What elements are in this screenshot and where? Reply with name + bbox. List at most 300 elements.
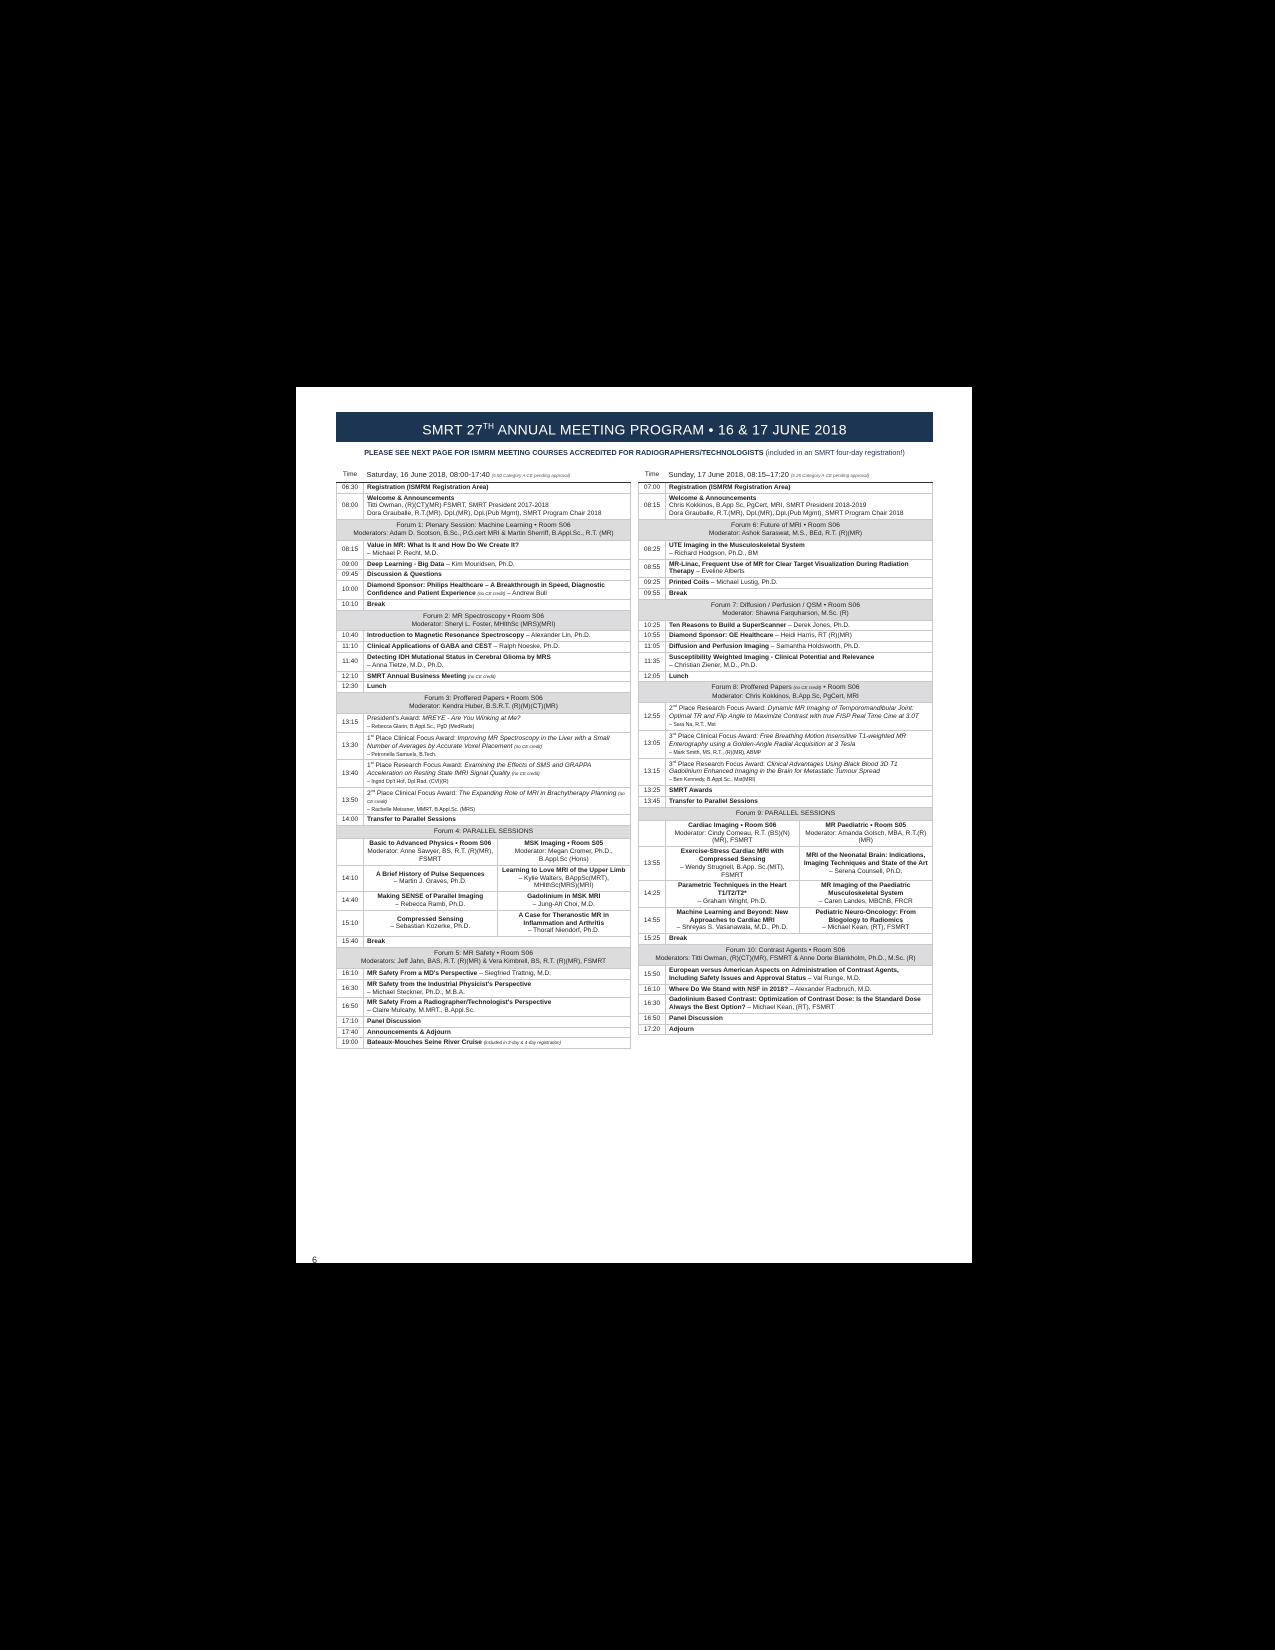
schedule-row <box>337 1016 631 1027</box>
time-cell: 14:10 <box>337 865 364 891</box>
session-cell <box>666 642 933 653</box>
schedule-row <box>337 968 631 979</box>
award-label: Place Research Focus Award: <box>373 762 465 770</box>
forum-cell <box>337 826 631 839</box>
schedule-row <box>639 559 933 578</box>
schedule-row <box>337 559 631 570</box>
time-cell: 13:05 <box>639 730 666 758</box>
session-cell <box>364 968 631 979</box>
time-cell: 11:40 <box>337 653 364 672</box>
award-sup: st <box>370 732 374 738</box>
session-title: Value in MR: What Is It and How Do We Create It? <box>367 541 519 549</box>
schedule-row <box>337 815 631 826</box>
forum-header <box>337 610 631 631</box>
parallel-title: Compressed Sensing <box>397 915 464 923</box>
parallel-session-a <box>364 865 498 891</box>
time-cell: 13:15 <box>639 758 666 786</box>
parallel-speaker: – Caren Landes, MBChB, FRCR <box>818 897 913 905</box>
credit-note: (no CE credit) <box>514 743 543 749</box>
credit-note: (included in 3-day & 4-day registration) <box>483 1040 561 1046</box>
time-cell: 13:15 <box>337 714 364 733</box>
session-title: European versus American Aspects on Administration of Contrast Agents, Including Safety Issues and Approval Status <box>669 966 899 982</box>
time-cell <box>639 820 666 846</box>
speaker: – Alexander Radbruch, M.D. <box>788 985 872 993</box>
time-cell: 09:45 <box>337 570 364 581</box>
day-cell <box>666 467 933 482</box>
paper-title: Improving MR Spectroscopy in the Liver with a Small Number of Averages by Accurate Voxel Placement <box>367 734 610 750</box>
forum-title-room: • Room S06 <box>821 684 860 692</box>
time-cell: 13:45 <box>639 796 666 807</box>
parallel-title: Learning to Love MRI of the Upper Limb <box>502 866 626 874</box>
schedule-row <box>337 937 631 948</box>
forum-header <box>337 519 631 540</box>
credit-note: (no CE credit) <box>511 771 540 777</box>
award-label: Place Clinical Focus Award: <box>676 733 760 741</box>
schedule-row <box>639 671 933 682</box>
schedule-row <box>639 540 933 559</box>
session-title: Registration (ISMRM Registration Area) <box>367 483 489 491</box>
session-cell <box>666 653 933 672</box>
speaker: – Ingrid Op't Hof, Dpl.Rad. (CVI)(R) <box>367 779 449 786</box>
forum-title: Forum 9: PARALLEL SESSIONS <box>735 809 836 817</box>
schedule-row <box>639 620 933 631</box>
forum-header <box>639 682 933 703</box>
speaker: – Val Runge, M.D. <box>806 974 861 982</box>
award-num: 1 <box>367 762 371 770</box>
accreditation-notice <box>336 448 933 457</box>
forum-header <box>639 519 933 540</box>
time-cell: 10:55 <box>639 631 666 642</box>
forum-cell <box>639 519 933 540</box>
welcome-line: Dora Grauballe, R.T.(MR), Dpl.(MR), Dpl.(Pub Mgmt), SMRT Program Chair 2018 <box>669 510 904 518</box>
speaker: – Andrew Bull <box>505 589 547 597</box>
session-title: Printed Coils <box>669 579 710 587</box>
speaker: – Samantha Holdsworth, Ph.D. <box>769 643 861 651</box>
time-cell: 09:00 <box>337 559 364 570</box>
schedule-row <box>337 787 631 815</box>
session-title: Gadolinium Based Contrast: Optimization of Contrast Dose: Is the Standard Dose Always the Best Option? <box>669 996 921 1012</box>
time-cell: 13:30 <box>337 732 364 760</box>
schedule-row <box>337 581 631 600</box>
session-cell <box>364 815 631 826</box>
time-cell: 12:10 <box>337 671 364 682</box>
header-title-pre: SMRT 27 <box>422 421 483 438</box>
award-num: 2 <box>367 790 371 798</box>
time-cell: 10:40 <box>337 631 364 642</box>
forum-moderator: Moderators: Titti Owman, (R)(CT)(MR), FSMRT & Anne Dorte Blankholm, Ph.D., M.Sc. (R) <box>655 955 916 963</box>
header-title-sup: TH <box>482 422 495 431</box>
schedule-row <box>337 482 631 493</box>
time-cell: 13:25 <box>639 786 666 797</box>
schedule-row <box>337 1038 631 1049</box>
time-cell: 16:30 <box>639 995 666 1014</box>
parallel-speaker: – Sebastian Kozerke, Ph.D. <box>390 923 471 931</box>
schedule-row <box>639 984 933 995</box>
time-header: Time <box>337 467 364 482</box>
speaker: – Petronella Samuels, B.Tech. <box>367 751 437 758</box>
session-cell <box>666 758 933 786</box>
paper-title: Examining the Effects of SMS and GRAPPA Acceleration on Resting State fMRI Signal Quality <box>367 762 592 778</box>
parallel-session-b <box>497 839 631 865</box>
award-num: 3 <box>669 733 673 741</box>
session-cell <box>666 965 933 984</box>
speaker: – Michael Lustig, Ph.D. <box>709 579 778 587</box>
forum-cell <box>337 610 631 631</box>
time-cell: 13:50 <box>337 787 364 815</box>
session-cell <box>364 482 631 493</box>
speaker: – Kim Mouridsen, Ph.D. <box>444 560 515 568</box>
session-cell <box>666 934 933 945</box>
day-title: Sunday, 17 June 2018, 08:15–17:20 <box>668 470 789 479</box>
award-sup: rd <box>672 758 677 764</box>
speaker: – Eveline Alberts <box>694 568 745 576</box>
time-cell: 09:25 <box>639 578 666 589</box>
session-title: Diffusion and Perfusion Imaging <box>669 643 770 651</box>
session-cell <box>364 671 631 682</box>
session-title: Ten Reasons to Build a SuperScanner <box>669 621 787 629</box>
parallel-row <box>639 847 933 881</box>
schedule-row <box>337 570 631 581</box>
time-cell: 12:55 <box>639 703 666 731</box>
page-number: 6 <box>312 1255 318 1265</box>
forum-header <box>337 826 631 839</box>
session-cell <box>666 1013 933 1024</box>
paper-title: Dynamic MR Imaging of Temporomandibular Joint: Optimal TR and Flip Angle to Maximize Contrast with true FISP Real Time Cine at 3.0T <box>669 705 919 721</box>
session-title: SMRT Annual Business Meeting <box>367 672 467 680</box>
time-cell: 14:00 <box>337 815 364 826</box>
parallel-title: MR Paediatric • Room S05 <box>825 821 907 829</box>
session-cell <box>666 796 933 807</box>
forum-note: (no CE credit) <box>793 685 822 691</box>
schedule-row <box>639 796 933 807</box>
speaker: – Ben Kennedy, B.Appl.Sc., Mst(MRI) <box>669 777 756 784</box>
session-title: Deep Learning - Big Data <box>367 560 445 568</box>
forum-title: Forum 10: Contrast Agents • Room S06 <box>725 946 846 954</box>
session-cell <box>364 787 631 815</box>
forum-moderator: Moderator: Sheryl L. Foster, MHlthSc (MRS)(MRI) <box>411 620 556 628</box>
session-title: Break <box>669 935 688 943</box>
session-title: Transfer to Parallel Sessions <box>669 797 758 805</box>
award-sup: rd <box>672 730 677 736</box>
parallel-speaker: – Thoralf Niendorf, Ph.D. <box>527 927 600 935</box>
schedule-row <box>337 979 631 998</box>
time-cell: 08:00 <box>337 493 364 519</box>
session-title: SMRT Awards <box>669 787 713 795</box>
parallel-title: Machine Learning and Beyond: New Approaches to Cardiac MRI <box>676 908 789 924</box>
parallel-session-a <box>666 881 800 907</box>
session-title: UTE Imaging in the Musculoskeletal System <box>669 541 805 549</box>
session-title: Discussion & Questions <box>367 571 442 579</box>
session-title: Break <box>367 938 386 946</box>
time-cell: 13:55 <box>639 847 666 881</box>
session-cell <box>666 493 933 519</box>
session-cell <box>364 653 631 672</box>
schedule-row <box>337 599 631 610</box>
session-title: MR Safety from the Industrial Physicist's Perspective <box>367 980 532 988</box>
parallel-speaker: – Shreyas S. Vasanawala, M.D., Ph.D. <box>676 924 788 932</box>
schedule-row <box>337 493 631 519</box>
speaker: – Mark Smith, MS, R.T., (R)(MR), ABMP <box>669 749 762 756</box>
parallel-speaker: Moderator: Cindy Comeau, R.T. (BS)(N)(MR), FSMRT <box>674 829 790 845</box>
parallel-speaker: – Jung-Ah Choi, M.D. <box>532 900 595 908</box>
schedule-row <box>337 631 631 642</box>
time-cell: 19:00 <box>337 1038 364 1049</box>
parallel-session-a <box>364 910 498 936</box>
session-title: MR Safety From a MD's Perspective <box>367 969 478 977</box>
parallel-title: A Case for Theranostic MR in Inflammation and Arthritis <box>518 911 609 927</box>
forum-header <box>337 693 631 714</box>
program-page <box>296 387 972 1263</box>
speaker: – Derek Jones, Ph.D. <box>786 621 850 629</box>
parallel-title: Cardiac Imaging • Room S06 <box>688 821 777 829</box>
speaker: – Michael Kean, (RT), FSMRT <box>745 1004 835 1012</box>
session-cell <box>666 578 933 589</box>
session-cell <box>364 631 631 642</box>
award-label: President's Award: <box>367 715 423 723</box>
session-title: Welcome & Announcements <box>669 494 757 502</box>
forum-header <box>639 944 933 965</box>
forum-moderator: Moderators: Jeff Jahn, BAS, R.T. (R)(MR) & Vera Kimbrell, BS, R.T. (R)(MR), FSMRT <box>361 958 606 966</box>
parallel-title: Gadolinium in MSK MRI <box>527 893 601 901</box>
session-cell <box>364 682 631 693</box>
session-title: Announcements & Adjourn <box>367 1028 451 1036</box>
schedule-row <box>639 730 933 758</box>
day-header <box>337 467 631 482</box>
parallel-row <box>337 910 631 936</box>
schedule-row <box>639 995 933 1014</box>
speaker: – Anna Tietze, M.D., Ph.D. <box>367 661 444 669</box>
day-title: Saturday, 16 June 2018, 08:00-17:40 <box>366 470 490 479</box>
welcome-line: Chris Kokkinos, B.App Sc, PgCert, MRI, SMRT President 2018-2019 <box>669 502 867 510</box>
time-cell: 14:25 <box>639 881 666 907</box>
time-cell: 09:55 <box>639 588 666 599</box>
schedule-row <box>337 998 631 1017</box>
time-cell: 16:50 <box>337 998 364 1017</box>
schedule-row <box>639 1013 933 1024</box>
schedule-row <box>639 588 933 599</box>
parallel-speaker: – Graham Wright, Ph.D. <box>697 897 767 905</box>
time-cell: 08:15 <box>639 493 666 519</box>
time-header: Time <box>639 467 666 482</box>
session-cell <box>364 937 631 948</box>
forum-cell <box>639 807 933 820</box>
session-cell <box>364 493 631 519</box>
sunday-column <box>638 467 933 1035</box>
forum-cell <box>337 947 631 968</box>
schedule-row <box>639 965 933 984</box>
parallel-title: MRI of the Neonatal Brain: Indications, Imaging Techniques and State of the Art <box>803 852 928 867</box>
time-cell <box>337 839 364 865</box>
forum-header <box>639 807 933 820</box>
forum-cell <box>639 599 933 620</box>
speaker: – Michael Steckner, Ph.D., M.B.A. <box>367 988 465 996</box>
forum-moderator: Moderators: Adam D. Scotson, B.Sc., P.G.cert MRI & Martin Sherriff, B.Appl.Sc., R.T. (MR) <box>353 530 614 538</box>
schedule-row <box>639 631 933 642</box>
session-title: MR Safety From a Radiographer/Technologist's Perspective <box>367 999 552 1007</box>
session-title: Panel Discussion <box>669 1014 723 1022</box>
session-cell <box>364 998 631 1017</box>
speaker: – Claire Mulcahy, M.MRT., B.Appl.Sc. <box>367 1007 475 1015</box>
parallel-session-a <box>666 820 800 846</box>
session-cell <box>364 1038 631 1049</box>
forum-cell <box>639 944 933 965</box>
award-num: 2 <box>669 705 673 713</box>
session-cell <box>666 559 933 578</box>
parallel-title: Basic to Advanced Physics • Room S06 <box>369 840 492 848</box>
day-credit: (5.25 Category A CE pending approval) <box>790 473 870 478</box>
time-cell: 16:10 <box>639 984 666 995</box>
session-title: Introduction to Magnetic Resonance Spectroscopy <box>367 632 525 640</box>
saturday-column <box>336 467 631 1049</box>
speaker: – Michael P. Recht, M.D. <box>367 549 439 557</box>
time-cell: 15:40 <box>337 937 364 948</box>
session-cell <box>364 714 631 733</box>
parallel-title: MSK Imaging • Room S05 <box>524 840 604 848</box>
session-cell <box>364 732 631 760</box>
session-cell <box>666 786 933 797</box>
session-title: Welcome & Announcements <box>367 494 455 502</box>
parallel-session-a <box>364 839 498 865</box>
session-title: Lunch <box>367 683 387 691</box>
schedule-row <box>639 1024 933 1035</box>
session-title: Diamond Sponsor: GE Healthcare <box>669 632 774 640</box>
session-title: Break <box>669 589 688 597</box>
session-cell <box>666 482 933 493</box>
forum-title: Forum 8: Proffered Papers <box>711 684 792 692</box>
session-cell <box>666 671 933 682</box>
forum-moderator: Moderator: Shawna Farquharson, M.Sc. (R) <box>722 609 849 617</box>
session-cell <box>364 570 631 581</box>
parallel-title: Exercise-Stress Cardiac MRI with Compressed Sensing <box>680 848 784 863</box>
session-cell <box>666 703 933 731</box>
award-label: Place Research Focus Award: <box>677 705 768 713</box>
schedule-row <box>337 653 631 672</box>
forum-title: Forum 5: MR Safety • Room S06 <box>433 949 534 957</box>
session-title: Diamond Sponsor: Philips Healthcare – A Breakthrough in Speed, Diagnostic Confidence and Patient Experience <box>367 582 605 597</box>
award-num: 3 <box>669 760 673 768</box>
speaker: – Heidi Harris, RT (R)(MR) <box>773 632 852 640</box>
parallel-speaker: – Wendy Strugnell, B.App. Sc.(MIT), FSMRT <box>679 863 785 879</box>
session-title: Where Do We Stand with NSF in 2018? <box>669 985 789 993</box>
time-cell: 08:25 <box>639 540 666 559</box>
credit-note: (no CE credit) <box>467 673 496 679</box>
day-header <box>639 467 933 482</box>
time-cell: 10:10 <box>337 599 364 610</box>
credit-note: (no CE credit) <box>367 791 625 804</box>
parallel-speaker: – Serena Counsell, Ph.D. <box>829 867 903 875</box>
time-cell: 15:50 <box>639 965 666 984</box>
forum-header <box>337 947 631 968</box>
session-cell <box>666 1024 933 1035</box>
session-title: MR-Linac, Frequent Use of MR for Clear Target Visualization During Radiation Therapy <box>669 560 909 576</box>
notice-normal: (included in an SMRT four-day registration!) <box>763 448 905 457</box>
parallel-title: A Brief History of Pulse Sequences <box>376 870 485 878</box>
session-cell <box>364 1016 631 1027</box>
parallel-row <box>639 820 933 846</box>
session-cell <box>364 642 631 653</box>
parallel-speaker: – Rebecca Ramb, Ph.D. <box>395 900 466 908</box>
session-cell <box>364 559 631 570</box>
notice-bold: PLEASE SEE NEXT PAGE FOR ISMRM MEETING COURSES ACCREDITED FOR RADIOGRAPHERS/TECHNOLOGISTS <box>364 448 764 457</box>
time-cell: 07:00 <box>639 482 666 493</box>
header-title-post: ANNUAL MEETING PROGRAM • 16 & 17 JUNE 2018 <box>494 421 847 438</box>
schedule-row <box>639 493 933 519</box>
time-cell: 15:10 <box>337 910 364 936</box>
parallel-speaker: – Kylie Walters, BAppSc(MRT), MHlthSc(MRS)(MRI) <box>518 874 609 890</box>
program-header <box>336 412 933 442</box>
time-cell: 12:30 <box>337 682 364 693</box>
session-title: Adjourn <box>669 1025 694 1033</box>
parallel-speaker: – Martin J. Graves, Ph.D. <box>393 878 467 886</box>
parallel-session-b <box>497 865 631 891</box>
schedule-row <box>337 671 631 682</box>
schedule-row <box>639 703 933 731</box>
parallel-session-a <box>666 847 800 881</box>
forum-title: Forum 6: Future of MRI • Room S06 <box>731 521 840 529</box>
parallel-session-a <box>666 907 800 933</box>
award-label: Place Research Focus Award: <box>676 760 767 768</box>
time-cell: 10:25 <box>639 620 666 631</box>
parallel-speaker: Moderator: Megan Cromer, Ph.D., B.Appl.Sc (Hons) <box>514 848 613 863</box>
schedule-row <box>337 682 631 693</box>
session-cell <box>666 730 933 758</box>
schedule-row <box>639 934 933 945</box>
session-cell <box>666 620 933 631</box>
session-title: Registration (ISMRM Registration Area) <box>669 483 791 491</box>
day-cell <box>364 467 631 482</box>
forum-moderator: Moderator: Kendra Huber, B.S.R.T. (R)(M)(CT)(MR) <box>409 703 558 711</box>
paper-title: MREYE - Are You Winking at Me? <box>422 715 521 723</box>
schedule-row <box>337 642 631 653</box>
parallel-title: MR Imaging of the Paediatric Musculoskeletal System <box>821 882 911 898</box>
session-title: Panel Discussion <box>367 1017 421 1025</box>
schedule-table <box>638 467 933 1035</box>
time-cell: 16:10 <box>337 968 364 979</box>
schedule-row <box>337 732 631 760</box>
schedule-row <box>639 642 933 653</box>
time-cell: 11:35 <box>639 653 666 672</box>
schedule-row <box>639 786 933 797</box>
time-cell: 17:40 <box>337 1027 364 1038</box>
parallel-row <box>639 881 933 907</box>
forum-title: Forum 1: Plenary Session: Machine Learning • Room S06 <box>396 521 571 529</box>
session-cell <box>666 631 933 642</box>
award-sup: st <box>370 760 374 766</box>
speaker: – Rachelle Meissner, MMRT, B.Appl.Sc. (MRS) <box>367 806 476 813</box>
paper-title: The Expanding Role of MRI in Brachytherapy Planning <box>458 790 617 798</box>
schedule-row <box>639 653 933 672</box>
forum-title: Forum 7: Diffusion / Perfusion / QSM • Room S06 <box>710 601 861 609</box>
session-title: Break <box>367 600 386 608</box>
time-cell: 17:10 <box>337 1016 364 1027</box>
time-cell: 08:55 <box>639 559 666 578</box>
time-cell: 17:20 <box>639 1024 666 1035</box>
session-cell <box>666 540 933 559</box>
forum-cell <box>639 682 933 703</box>
award-sup: nd <box>672 703 678 709</box>
time-cell: 15:25 <box>639 934 666 945</box>
time-cell: 14:55 <box>639 907 666 933</box>
parallel-speaker: Moderator: Anne Sawyer, BS, R.T. (R)(MR), FSMRT <box>367 848 494 863</box>
welcome-line: Titti Owman, (R)(CT)(MR) FSMRT, SMRT President 2017-2018 <box>367 502 549 510</box>
speaker: – Christian Ziener, M.D., Ph.D. <box>669 661 758 669</box>
session-cell <box>666 588 933 599</box>
session-cell <box>364 760 631 788</box>
time-cell: 11:05 <box>639 642 666 653</box>
time-cell: 08:15 <box>337 540 364 559</box>
speaker: – Ralph Noeske, Ph.D. <box>491 643 560 651</box>
forum-title: Forum 2: MR Spectroscopy • Room S06 <box>423 612 544 620</box>
